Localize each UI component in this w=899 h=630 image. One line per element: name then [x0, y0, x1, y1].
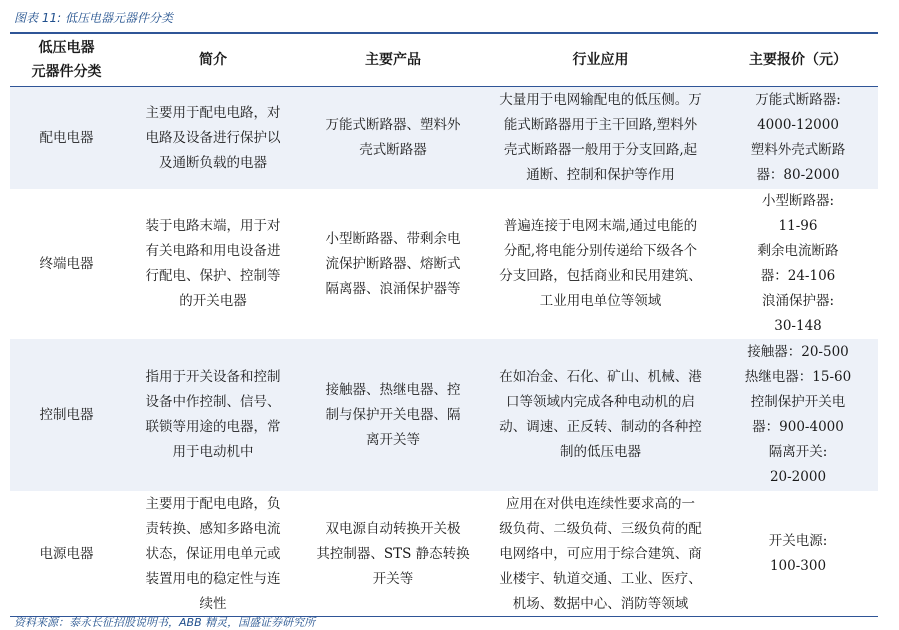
- products-line: 制与保护开关电器、隔: [325, 406, 461, 423]
- intro-line: 有关电路和用电设备进: [145, 243, 281, 259]
- intro-line: 行配电、保护、控制等: [145, 268, 281, 284]
- header-category-line2: 元器件分类: [31, 64, 102, 80]
- intro-line: 续性: [199, 595, 227, 612]
- application-line: 电网络中，可应用于综合建筑、商: [499, 545, 702, 562]
- price-line: 4000-12000: [757, 117, 839, 133]
- products-line: 离开关等: [366, 431, 420, 448]
- intro-line: 指用于开关设备和控制: [145, 369, 281, 385]
- price-line: 20-2000: [769, 469, 827, 485]
- header-products: 主要产品: [365, 52, 421, 68]
- application-line: 大量用于电网输配电的低压侧。万: [499, 92, 702, 108]
- header-price: 主要报价（元）: [749, 52, 847, 68]
- application-line: 壳式断路器一般用于分支回路,起: [503, 142, 698, 158]
- intro-line: 责转换、感知多路电流: [145, 520, 281, 537]
- application-line: 普遍连接于电网末端,通过电能的: [503, 218, 698, 234]
- application-line: 分支回路，包括商业和民用建筑、: [499, 268, 702, 284]
- price-cell: [718, 339, 878, 491]
- application-cell: [483, 87, 718, 190]
- intro-line: 及通断负载的电器: [159, 154, 267, 171]
- price-cell: [718, 87, 878, 190]
- intro-line: 主要用于配电电路，负: [145, 495, 281, 512]
- category-cell: 终端电器: [39, 255, 94, 272]
- products-line: 流保护断路器、熔断式: [325, 255, 461, 272]
- figure-title: 图表 11: 低压电器元器件分类: [14, 11, 173, 25]
- application-line: 通断、控制和保护等作用: [526, 167, 675, 183]
- products-cell: [303, 87, 483, 190]
- category-cell: 控制电器: [39, 406, 94, 423]
- products-line: 其控制器、STS 静态转换: [316, 545, 470, 562]
- classification-table: [10, 34, 878, 617]
- header-intro: 简介: [199, 52, 227, 68]
- intro-line: 电路及设备进行保护以: [145, 129, 281, 146]
- price-line: 隔离开关:: [768, 444, 828, 460]
- price-cell: [718, 189, 878, 339]
- price-line: 浪涌保护器:: [761, 293, 835, 309]
- source-note: 资料来源：泰永长征招股说明书，ABB 精灵，国盛证券研究所: [14, 616, 316, 629]
- application-line: 能式断路器用于主干回路,塑料外: [503, 117, 698, 133]
- products-line: 小型断路器、带剩余电: [325, 230, 461, 247]
- intro-cell: [123, 87, 303, 190]
- table-row: [10, 339, 878, 491]
- application-line: 分配,将电能分别传递给下级各个: [503, 243, 698, 259]
- price-line: 100-300: [769, 558, 827, 574]
- products-cell: [303, 339, 483, 491]
- application-cell: [483, 491, 718, 617]
- table-row: [10, 87, 878, 190]
- table-row: [10, 491, 878, 617]
- products-line: 壳式断路器: [359, 142, 427, 158]
- intro-line: 装置用电的稳定性与连: [145, 570, 281, 587]
- intro-line: 联锁等用途的电器，常: [145, 419, 281, 435]
- intro-line: 设备中作控制、信号、: [145, 394, 281, 410]
- intro-line: 状态，保证用电单元或: [145, 545, 281, 562]
- application-line: 机场、数据中心、消防等领域: [512, 595, 689, 612]
- price-line: 万能式断路器:: [755, 92, 841, 108]
- products-cell: [303, 189, 483, 339]
- header-application: 行业应用: [572, 52, 629, 68]
- price-line: 器：80-2000: [756, 167, 840, 183]
- application-line: 在如冶金、石化、矿山、机械、港: [499, 369, 702, 385]
- price-line: 热继电器：15-60: [744, 369, 852, 385]
- intro-line: 的开关电器: [179, 293, 247, 309]
- intro-cell: [123, 339, 303, 491]
- application-line: 制的低压电器: [560, 444, 641, 460]
- application-cell: [483, 189, 718, 339]
- intro-cell: [123, 491, 303, 617]
- category-cell: 电源电器: [39, 545, 94, 562]
- application-line: 应用在对供电连续性要求高的一: [506, 495, 695, 512]
- application-line: 动、调速、正反转、制动的各种控: [499, 419, 702, 435]
- products-line: 双电源自动转换开关极: [325, 520, 461, 537]
- intro-line: 装于电路末端，用于对: [145, 218, 281, 234]
- price-line: 30-148: [774, 318, 822, 334]
- price-line: 器：24-106: [760, 268, 836, 284]
- price-line: 器：900-4000: [752, 419, 844, 435]
- header-category-line1: 低压电器: [38, 40, 95, 56]
- price-line: 剩余电流断路: [757, 243, 839, 259]
- intro-cell: [123, 189, 303, 339]
- application-line: 级负荷、二级负荷、三级负荷的配: [499, 520, 702, 537]
- price-cell: [718, 491, 878, 617]
- application-cell: [483, 339, 718, 491]
- price-line: 11-96: [778, 218, 818, 234]
- price-line: 控制保护开关电: [750, 394, 846, 410]
- products-line: 接触器、热继电器、控: [325, 381, 461, 398]
- products-line: 开关等: [372, 570, 414, 587]
- price-line: 开关电源:: [768, 533, 828, 549]
- intro-line: 用于电动机中: [172, 444, 254, 460]
- application-line: 口等领域内完成各种电动机的启: [506, 394, 695, 410]
- products-line: 隔离器、浪涌保护器等: [325, 280, 461, 297]
- table-row: [10, 189, 878, 339]
- price-line: 塑料外壳式断路: [750, 142, 846, 158]
- intro-line: 主要用于配电电路，对: [145, 104, 281, 121]
- category-cell: 配电电器: [39, 129, 94, 146]
- price-line: 接触器：20-500: [747, 344, 849, 360]
- application-line: 工业用电单位等领域: [539, 293, 662, 309]
- products-line: 万能式断路器、塑料外: [325, 117, 461, 133]
- products-cell: [303, 491, 483, 617]
- table-header: [10, 34, 878, 87]
- application-line: 业楼宇、轨道交通、工业、医疗、: [499, 570, 702, 587]
- header-category: [10, 34, 123, 87]
- price-line: 小型断路器:: [761, 193, 835, 209]
